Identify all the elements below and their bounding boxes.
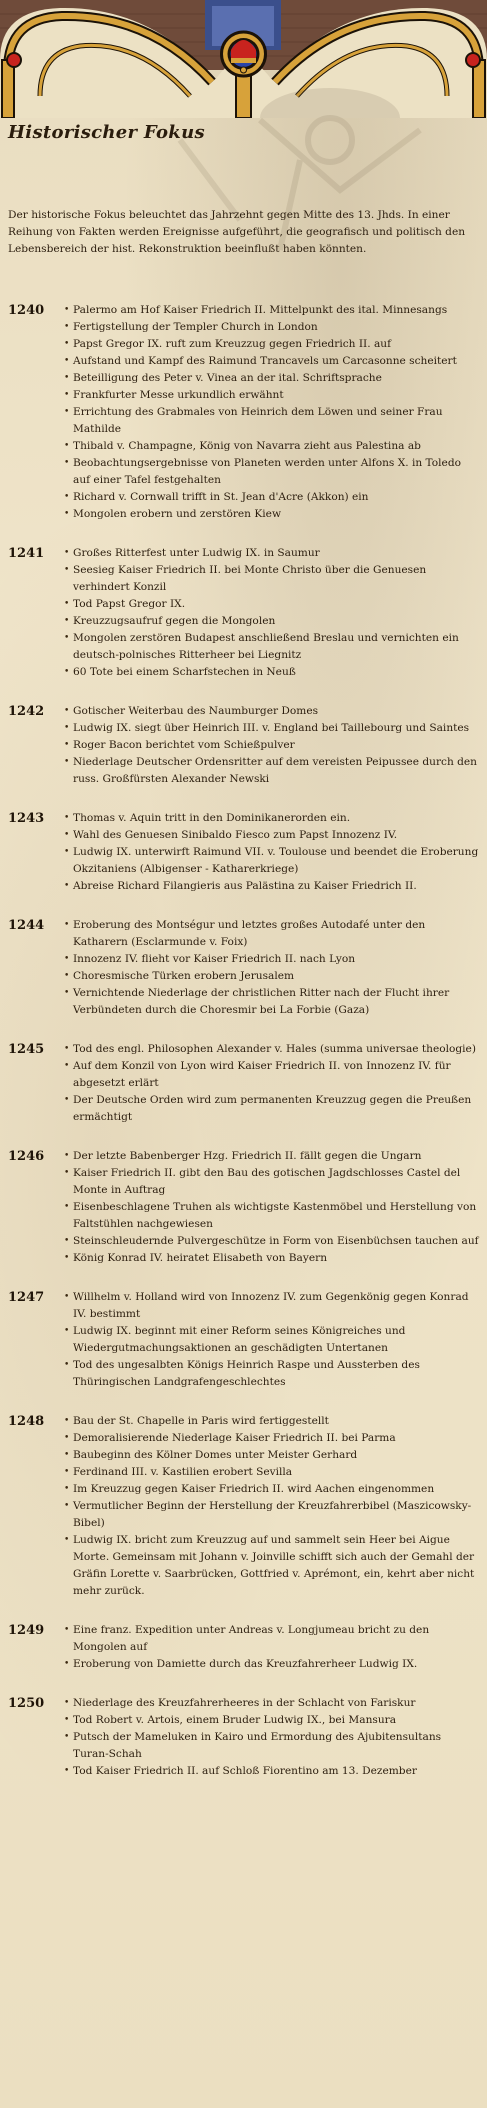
event-item: [64, 737, 480, 754]
bullet-icon: •: [64, 1732, 70, 1742]
bullet-icon: •: [64, 1450, 70, 1460]
event-list: [64, 917, 480, 1019]
event-item: [64, 1464, 480, 1481]
event-text: Mongolen zerstören Budapest anschließend Breslau und vernichten ein deutsch-polnisches Ritterheer bei Liegnitz: [73, 632, 459, 661]
bullet-icon: •: [64, 1168, 70, 1178]
event-item: [64, 1498, 480, 1532]
event-text: Ferdinand III. v. Kastilien erobert Sevilla: [73, 1466, 293, 1478]
bullet-icon: •: [64, 757, 70, 767]
event-text: Fertigstellung der Templer Church in London: [73, 321, 318, 333]
event-item: [64, 1622, 480, 1656]
event-text: Thibald v. Champagne, König von Navarra zieht aus Palestina ab: [73, 440, 421, 452]
event-text: Tod des ungesalbten Königs Heinrich Raspe und Aussterben des Thüringischen Landgrafengeschlechtes: [73, 1359, 420, 1388]
year-label: 1248: [8, 1414, 45, 1429]
bullet-icon: •: [64, 971, 70, 981]
event-list: [64, 703, 480, 788]
event-text: Seesieg Kaiser Friedrich II. bei Monte Christo über die Genuesen verhindert Konzil: [73, 564, 427, 593]
bullet-icon: •: [64, 390, 70, 400]
bullet-icon: •: [64, 458, 70, 468]
event-text: Abreise Richard Filangieris aus Palästina zu Kaiser Friedrich II.: [73, 880, 417, 892]
event-item: [64, 336, 480, 353]
bullet-icon: •: [64, 1151, 70, 1161]
event-item: [64, 664, 480, 681]
event-item: [64, 1058, 480, 1092]
event-list: [64, 1041, 480, 1126]
event-item: [64, 720, 480, 737]
event-item: [64, 404, 480, 438]
event-item: [64, 506, 480, 523]
event-text: Steinschleudernde Pulvergeschütze in Form von Eisenbüchsen tauchen auf: [73, 1235, 479, 1247]
bullet-icon: •: [64, 1659, 70, 1669]
year-block: [8, 1413, 480, 1600]
bullet-icon: •: [64, 1236, 70, 1246]
bullet-icon: •: [64, 1467, 70, 1477]
event-text: Niederlage Deutscher Ordensritter auf dem vereisten Peipussee durch den russ. Großfürsten Alexander Newski: [73, 756, 478, 785]
year-label: 1242: [8, 704, 45, 719]
event-text: Wahl des Genuesen Sinibaldo Fiesco zum Papst Innozenz IV.: [73, 829, 398, 841]
event-item: [64, 1092, 480, 1126]
bullet-icon: •: [64, 1360, 70, 1370]
bullet-icon: •: [64, 1253, 70, 1263]
event-item: [64, 1430, 480, 1447]
event-list: [64, 1695, 480, 1780]
year-block: [8, 1622, 480, 1673]
bullet-icon: •: [64, 1625, 70, 1635]
year-label: 1241: [8, 546, 45, 561]
bullet-icon: •: [64, 1766, 70, 1776]
event-list: [64, 545, 480, 681]
year-label: 1247: [8, 1290, 45, 1305]
event-text: Eine franz. Expedition unter Andreas v. Longjumeau bricht zu den Mongolen auf: [73, 1624, 430, 1653]
event-item: [64, 1148, 480, 1165]
event-item: [64, 703, 480, 720]
event-item: [64, 455, 480, 489]
event-list: [64, 1289, 480, 1391]
event-item: [64, 1250, 480, 1267]
event-text: 60 Tote bei einem Scharfstechen in Neuß: [73, 666, 296, 678]
event-item: [64, 1447, 480, 1464]
event-item: [64, 438, 480, 455]
bullet-icon: •: [64, 1095, 70, 1105]
event-list: [64, 1148, 480, 1267]
event-item: [64, 968, 480, 985]
event-text: Ludwig IX. bricht zum Kreuzzug auf und sammelt sein Heer bei Aigue Morte. Gemeinsam mit Johann v. Joinville schifft sich auch der Gemahl der Gräfin Lorette v. Saarbrücken, Gottfried v. Aprémont, ein, kehrt aber nicht mehr zurück.: [73, 1534, 475, 1597]
bullet-icon: •: [64, 565, 70, 575]
bullet-icon: •: [64, 723, 70, 733]
event-text: König Konrad IV. heiratet Elisabeth von Bayern: [73, 1252, 328, 1264]
bullet-icon: •: [64, 1292, 70, 1302]
bullet-icon: •: [64, 920, 70, 930]
event-text: Ludwig IX. siegt über Heinrich III. v. England bei Taillebourg und Saintes: [73, 722, 470, 734]
event-item: [64, 562, 480, 596]
bullet-icon: •: [64, 1326, 70, 1336]
event-text: Ludwig IX. unterwirft Raimund VII. v. Toulouse und beendet die Eroberung Okzitaniens (Albigenser - Katharerkriege): [73, 846, 479, 875]
event-list: [64, 1622, 480, 1673]
event-item: [64, 489, 480, 506]
event-item: [64, 1233, 480, 1250]
year-block: [8, 545, 480, 681]
event-item: [64, 630, 480, 664]
event-item: [64, 1712, 480, 1729]
event-item: [64, 1413, 480, 1430]
event-item: [64, 302, 480, 319]
bullet-icon: •: [64, 667, 70, 677]
event-item: [64, 613, 480, 630]
year-label: 1250: [8, 1696, 45, 1711]
intro-paragraph: Der historische Fokus beleuchtet das Jahrzehnt gegen Mitte des 13. Jhds. In einer Reihung von Fakten werden Ereignisse aufgeführt, die geografisch und politisch den Lebensbereich der hist. Rekonstruktion beeinflußt haben könnten.: [8, 209, 466, 255]
event-text: Aufstand und Kampf des Raimund Trancavels um Carcasonne scheitert: [73, 355, 457, 367]
bullet-icon: •: [64, 847, 70, 857]
timeline: [8, 302, 480, 1802]
year-block: [8, 917, 480, 1019]
event-text: Kaiser Friedrich II. gibt den Bau des gotischen Jagdschlosses Castel del Monte in Auftrag: [73, 1167, 461, 1196]
bullet-icon: •: [64, 339, 70, 349]
event-text: Tod des engl. Philosophen Alexander v. Hales (summa universae theologie): [73, 1043, 476, 1055]
event-text: Eroberung von Damiette durch das Kreuzfahrerheer Ludwig IX.: [73, 1658, 418, 1670]
bullet-icon: •: [64, 373, 70, 383]
event-text: Roger Bacon berichtet vom Schießpulver: [73, 739, 295, 751]
event-text: Beteilligung des Peter v. Vinea an der ital. Schriftsprache: [73, 372, 382, 384]
event-text: Choresmische Türken erobern Jerusalem: [73, 970, 295, 982]
year-label: 1246: [8, 1149, 45, 1164]
bullet-icon: •: [64, 1484, 70, 1494]
event-text: Im Kreuzzug gegen Kaiser Friedrich II. wird Aachen eingenommen: [73, 1483, 435, 1495]
event-item: [64, 1165, 480, 1199]
bullet-icon: •: [64, 740, 70, 750]
bullet-icon: •: [64, 830, 70, 840]
event-list: [64, 1413, 480, 1600]
bullet-icon: •: [64, 599, 70, 609]
event-list: [64, 810, 480, 895]
event-text: Vermutlicher Beginn der Herstellung der Kreuzfahrerbibel (Maszicowsky-Bibel): [73, 1500, 472, 1529]
event-item: [64, 1532, 480, 1600]
event-text: Demoralisierende Niederlage Kaiser Friedrich II. bei Parma: [73, 1432, 396, 1444]
event-text: Auf dem Konzil von Lyon wird Kaiser Friedrich II. von Innozenz IV. für abgesetzt erlärt: [73, 1060, 451, 1089]
bullet-icon: •: [64, 1715, 70, 1725]
bullet-icon: •: [64, 356, 70, 366]
year-block: [8, 1041, 480, 1126]
event-item: [64, 1729, 480, 1763]
bullet-icon: •: [64, 633, 70, 643]
event-text: Frankfurter Messe urkundlich erwähnt: [73, 389, 284, 401]
bullet-icon: •: [64, 881, 70, 891]
event-text: Bau der St. Chapelle in Paris wird fertiggestellt: [73, 1415, 329, 1427]
event-item: [64, 1656, 480, 1673]
bullet-icon: •: [64, 988, 70, 998]
event-item: [64, 1763, 480, 1780]
event-text: Willhelm v. Holland wird von Innozenz IV. zum Gegenkönig gegen Konrad IV. bestimmt: [73, 1291, 469, 1320]
bullet-icon: •: [64, 548, 70, 558]
year-label: 1240: [8, 303, 45, 318]
event-text: Mongolen erobern und zerstören Kiew: [73, 508, 282, 520]
event-text: Innozenz IV. flieht vor Kaiser Friedrich II. nach Lyon: [73, 953, 356, 965]
event-item: [64, 1199, 480, 1233]
event-item: [64, 596, 480, 613]
event-item: [64, 1289, 480, 1323]
year-block: [8, 1289, 480, 1391]
event-text: Thomas v. Aquin tritt in den Dominikanerorden ein.: [73, 812, 351, 824]
event-item: [64, 1041, 480, 1058]
event-text: Tod Papst Gregor IX.: [73, 598, 186, 610]
year-label: 1244: [8, 918, 45, 933]
event-text: Eroberung des Montségur und letztes großes Autodafé unter den Katharern (Esclarmunde v. Foix): [73, 919, 426, 948]
event-text: Tod Kaiser Friedrich II. auf Schloß Fiorentino am 13. Dezember: [73, 1765, 417, 1777]
event-text: Niederlage des Kreuzfahrerheeres in der Schlacht von Fariskur: [73, 1697, 416, 1709]
bullet-icon: •: [64, 616, 70, 626]
event-text: Ludwig IX. beginnt mit einer Reform seines Königreiches und Wiedergutmachungsaktionen an geschädigten Untertanen: [73, 1325, 406, 1354]
bullet-icon: •: [64, 1698, 70, 1708]
bullet-icon: •: [64, 813, 70, 823]
event-text: Großes Ritterfest unter Ludwig IX. in Saumur: [73, 547, 320, 559]
bullet-icon: •: [64, 1535, 70, 1545]
page-title: Historischer Fokus: [8, 122, 205, 143]
year-block: [8, 302, 480, 523]
event-text: Vernichtende Niederlage der christlichen Ritter nach der Flucht ihrer Verbündeten durch die Choresmir bei La Forbie (Gaza): [73, 987, 450, 1016]
bullet-icon: •: [64, 706, 70, 716]
event-item: [64, 370, 480, 387]
event-text: Gotischer Weiterbau des Naumburger Domes: [73, 705, 319, 717]
event-item: [64, 319, 480, 336]
event-item: [64, 917, 480, 951]
year-block: [8, 1148, 480, 1267]
event-text: Baubeginn des Kölner Domes unter Meister Gerhard: [73, 1449, 358, 1461]
bullet-icon: •: [64, 1044, 70, 1054]
bullet-icon: •: [64, 1416, 70, 1426]
event-text: Richard v. Cornwall trifft in St. Jean d'Acre (Akkon) ein: [73, 491, 369, 503]
event-item: [64, 810, 480, 827]
event-text: Der letzte Babenberger Hzg. Friedrich II. fällt gegen die Ungarn: [73, 1150, 422, 1162]
event-item: [64, 545, 480, 562]
bullet-icon: •: [64, 305, 70, 315]
event-item: [64, 1481, 480, 1498]
event-text: Tod Robert v. Artois, einem Bruder Ludwig IX., bei Mansura: [73, 1714, 397, 1726]
year-label: 1245: [8, 1042, 45, 1057]
event-item: [64, 878, 480, 895]
event-text: Putsch der Mameluken in Kairo und Ermordung des Ajubitensultans Turan-Schah: [73, 1731, 442, 1760]
event-text: Eisenbeschlagene Truhen als wichtigste Kastenmöbel und Herstellung von Faltstühlen nachgewiesen: [73, 1201, 477, 1230]
bullet-icon: •: [64, 322, 70, 332]
event-item: [64, 1695, 480, 1712]
event-item: [64, 754, 480, 788]
event-text: Beobachtungsergebnisse von Planeten werden unter Alfons X. in Toledo auf einer Tafel festgehalten: [73, 457, 461, 486]
bullet-icon: •: [64, 407, 70, 417]
event-item: [64, 1357, 480, 1391]
event-item: [64, 985, 480, 1019]
event-item: [64, 827, 480, 844]
bullet-icon: •: [64, 954, 70, 964]
event-text: Errichtung des Grabmales von Heinrich dem Löwen und seiner Frau Mathilde: [73, 406, 443, 435]
event-text: Der Deutsche Orden wird zum permanenten Kreuzzug gegen die Preußen ermächtigt: [73, 1094, 472, 1123]
event-text: Kreuzzugsaufruf gegen die Mongolen: [73, 615, 276, 627]
event-text: Papst Gregor IX. ruft zum Kreuzzug gegen Friedrich II. auf: [73, 338, 391, 350]
event-item: [64, 353, 480, 370]
event-item: [64, 387, 480, 404]
event-item: [64, 844, 480, 878]
bullet-icon: •: [64, 1433, 70, 1443]
year-block: [8, 810, 480, 895]
event-text: Palermo am Hof Kaiser Friedrich II. Mittelpunkt des ital. Minnesangs: [73, 304, 448, 316]
bullet-icon: •: [64, 1501, 70, 1511]
year-block: [8, 703, 480, 788]
bullet-icon: •: [64, 509, 70, 519]
bullet-icon: •: [64, 1061, 70, 1071]
bullet-icon: •: [64, 1202, 70, 1212]
event-list: [64, 302, 480, 523]
event-item: [64, 1323, 480, 1357]
year-block: [8, 1695, 480, 1780]
event-item: [64, 951, 480, 968]
year-label: 1243: [8, 811, 45, 826]
bullet-icon: •: [64, 441, 70, 451]
year-label: 1249: [8, 1623, 45, 1638]
bullet-icon: •: [64, 492, 70, 502]
